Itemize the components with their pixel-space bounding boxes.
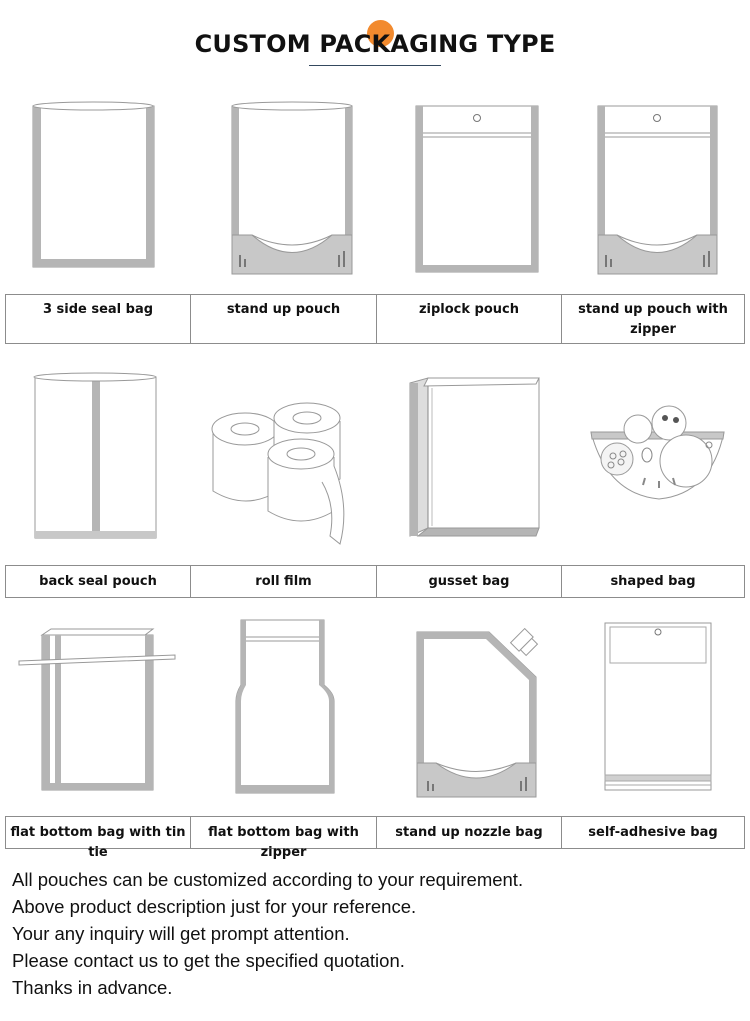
product-label: back seal pouch <box>5 566 190 597</box>
header <box>0 0 750 80</box>
product-label: flat bottom bag with zipper <box>190 817 376 848</box>
roll-film-icon <box>190 366 376 556</box>
self-adhesive-bag-icon <box>561 615 747 805</box>
back-seal-pouch-icon <box>5 366 191 556</box>
page-title: CUSTOM PACKAGING TYPE <box>194 30 556 58</box>
product-row-2 <box>0 366 750 598</box>
product-labels-row-1 <box>5 294 745 344</box>
note-line: Your any inquiry will get prompt attention. <box>12 923 350 944</box>
product-label: stand up nozzle bag <box>376 817 561 848</box>
product-label: gusset bag <box>376 566 561 597</box>
title-underline <box>309 65 441 66</box>
product-labels-row-3 <box>5 816 745 860</box>
gusset-bag-icon <box>376 366 562 556</box>
product-label: shaped bag <box>561 566 745 597</box>
flat-bottom-tin-tie-icon <box>5 615 191 805</box>
product-label: stand up pouch with zipper <box>561 295 745 343</box>
product-label: flat bottom bag with tin tie <box>5 817 190 848</box>
shaped-bag-icon <box>561 366 747 556</box>
note-line: All pouches can be customized according to your requirement. <box>12 869 524 890</box>
stand-up-pouch-zipper-icon <box>561 95 747 285</box>
product-row-1 <box>0 95 750 347</box>
note-line: Above product description just for your reference. <box>12 896 417 917</box>
note-line: Please contact us to get the specified quotation. <box>12 950 405 971</box>
product-row-3 <box>0 615 750 860</box>
product-label: roll film <box>190 566 376 597</box>
product-label: ziplock pouch <box>376 295 561 343</box>
product-label: self-adhesive bag <box>561 817 745 848</box>
stand-up-pouch-icon <box>190 95 376 285</box>
product-label: 3 side seal bag <box>5 295 190 343</box>
ziplock-pouch-icon <box>376 95 562 285</box>
note-line: Thanks in advance. <box>12 977 173 998</box>
stand-up-nozzle-bag-icon <box>376 615 562 805</box>
notes-block <box>12 866 523 1001</box>
product-label: stand up pouch <box>190 295 376 343</box>
product-labels-row-2 <box>5 565 745 598</box>
flat-bottom-zipper-icon <box>190 615 376 805</box>
three-side-seal-bag-icon <box>5 95 191 285</box>
